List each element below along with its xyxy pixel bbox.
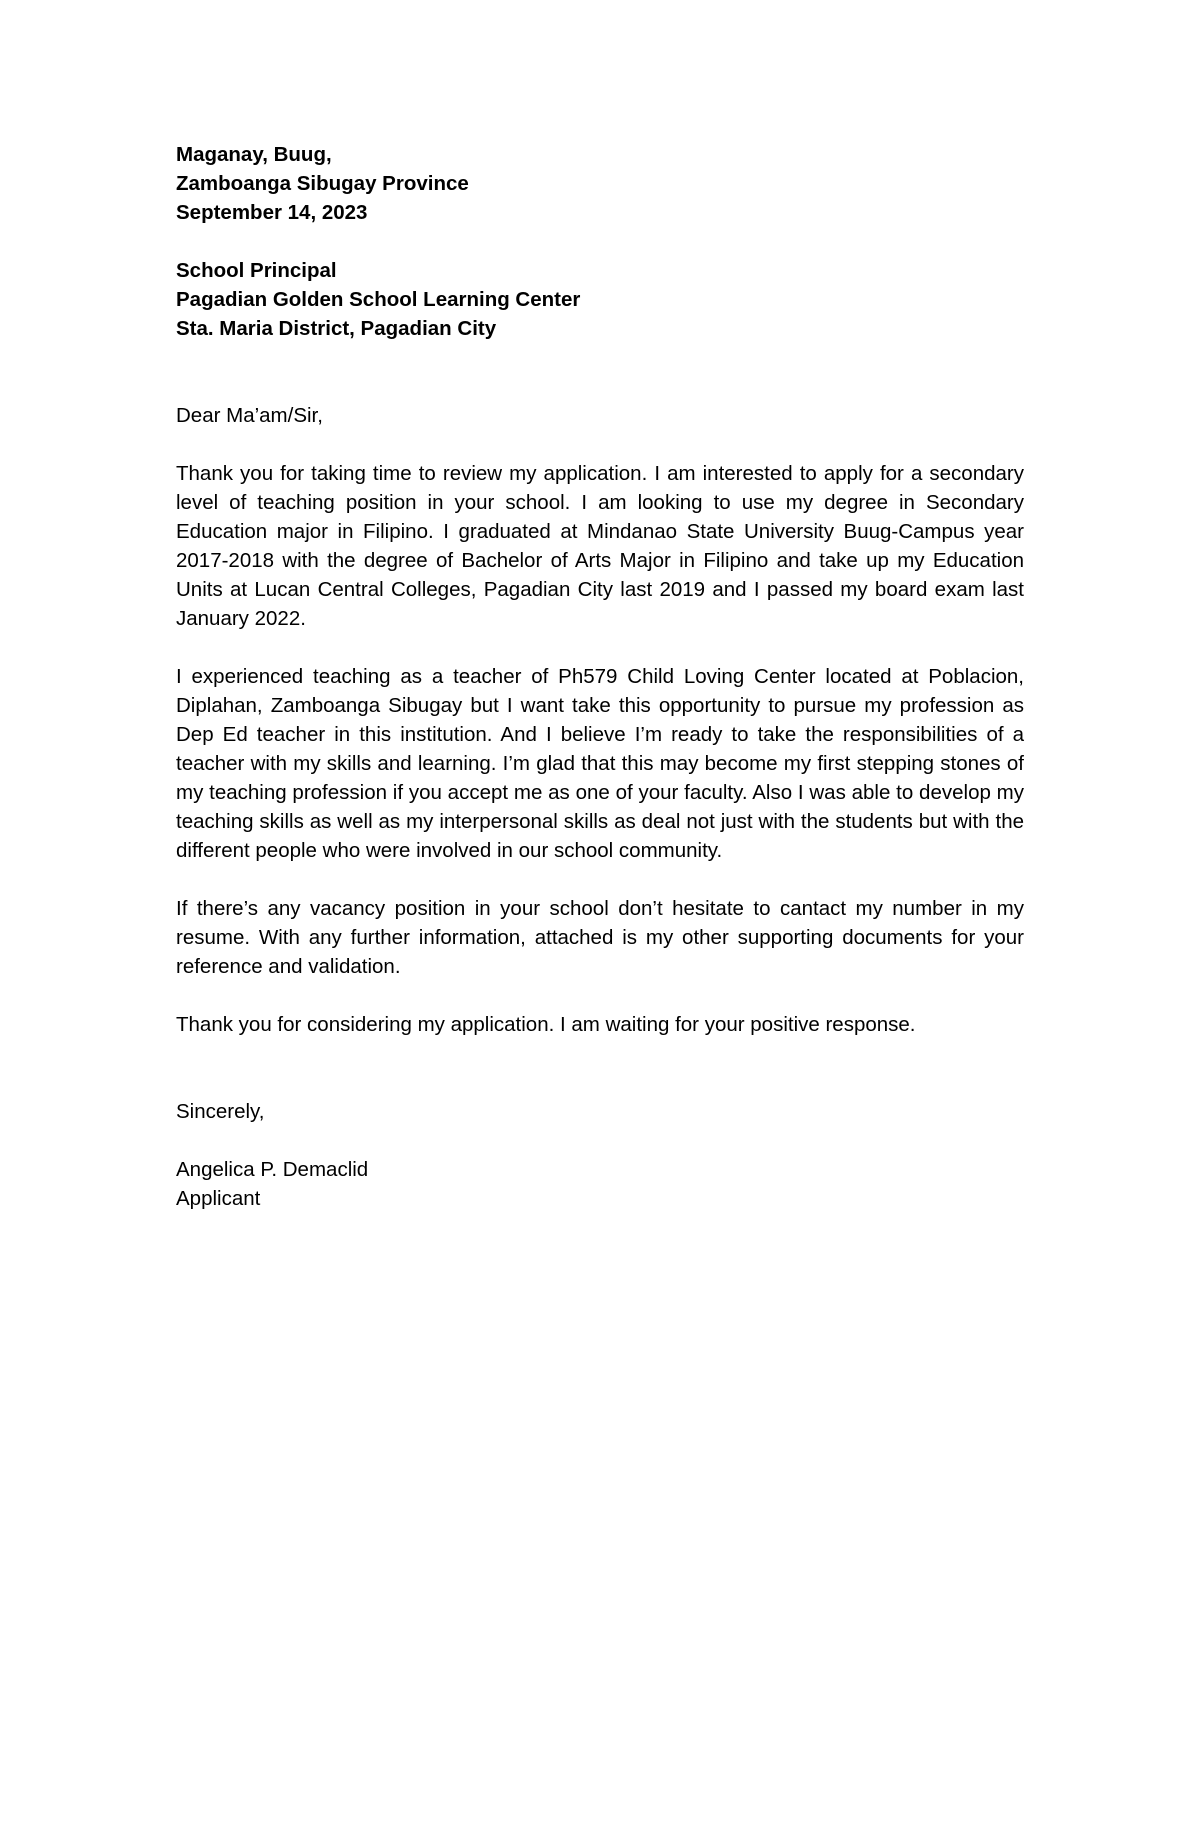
- signer-name: Angelica P. Demaclid: [176, 1158, 369, 1181]
- letter-date: September 14, 2023: [176, 201, 368, 224]
- body-paragraph-4: Thank you for considering my application. I am waiting for your positive response.: [176, 1013, 916, 1036]
- sender-address: [176, 140, 1024, 227]
- sender-address-line-1: Maganay, Buug,: [176, 143, 332, 166]
- signer-role: Applicant: [176, 1187, 261, 1210]
- recipient-title: School Principal: [176, 259, 337, 282]
- sender-address-line-2: Zamboanga Sibugay Province: [176, 172, 469, 195]
- body-paragraph-2: I experienced teaching as a teacher of Ph579 Child Loving Center located at Poblacion, Diplahan, Zamboanga Sibugay but I want take this opportunity to pursue my profession as Dep Ed teacher in this institution. And I believe I’m ready to take the responsibilities of a teacher with my skills and learning. I’m glad that this may become my first stepping stones of my teaching profession if you accept me as one of your faculty. Also I was able to develop my teaching skills as well as my interpersonal skills as deal not just with the students but with the different people who were involved in our school community.: [176, 665, 1024, 862]
- signature-block: [176, 1155, 1024, 1213]
- body-paragraph-3: If there’s any vacancy position in your school don’t hesitate to cantact my number in my resume. With any further information, attached is my other supporting documents for your reference and validation.: [176, 897, 1024, 978]
- recipient-school: Pagadian Golden School Learning Center: [176, 288, 581, 311]
- body-paragraph-1: Thank you for taking time to review my application. I am interested to apply for a secondary level of teaching position in your school. I am looking to use my degree in Secondary Education major in Filipino. I graduated at Mindanao State University Buug-Campus year 2017-2018 with the degree of Bachelor of Arts Major in Filipino and take up my Education Units at Lucan Central Colleges, Pagadian City last 2019 and I passed my board exam last January 2022.: [176, 462, 1024, 630]
- salutation: Dear Ma’am/Sir,: [176, 404, 323, 427]
- cover-letter: [176, 140, 1024, 1213]
- closing-spacer: [176, 1068, 1024, 1097]
- recipient-address: [176, 256, 1024, 343]
- closing: Sincerely,: [176, 1100, 265, 1123]
- recipient-address-line: Sta. Maria District, Pagadian City: [176, 317, 497, 340]
